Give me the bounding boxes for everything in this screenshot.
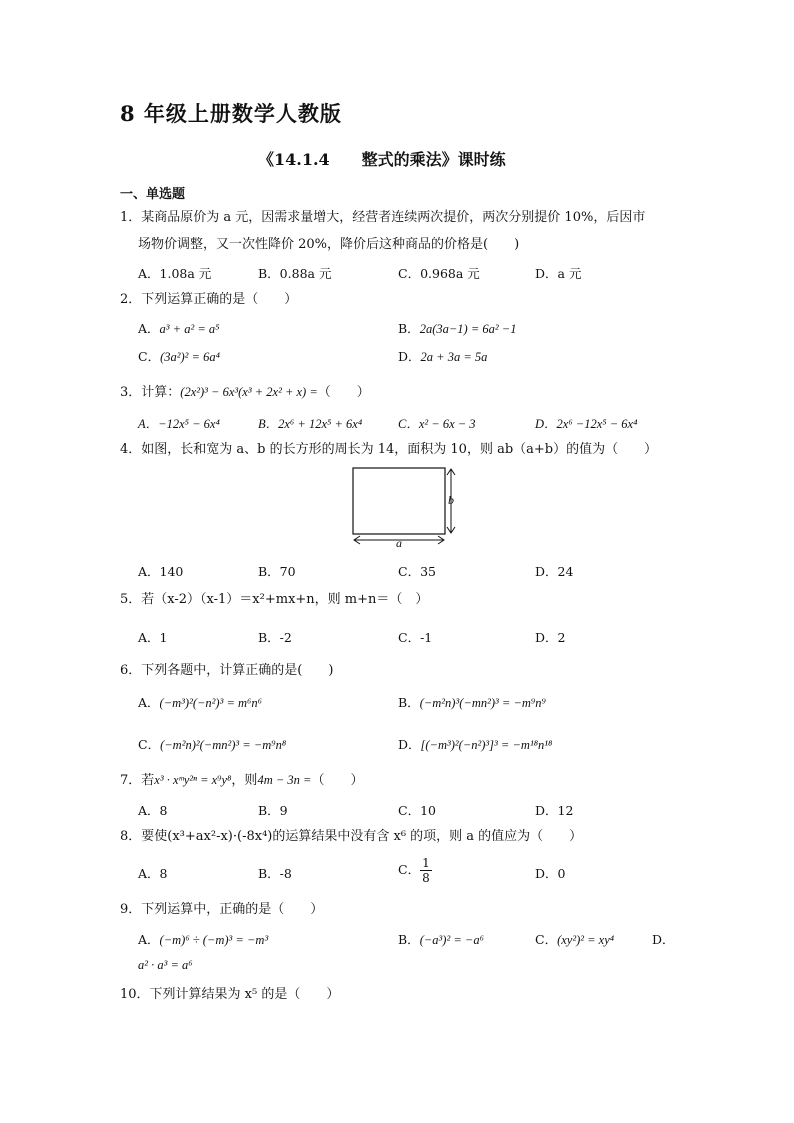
- option-a-expr: (−m)⁶ ÷ (−m)³ = −m³: [159, 933, 269, 947]
- question-7-mid: ，则: [231, 773, 258, 788]
- question-6-option-a: [138, 693, 262, 711]
- page-title: 8 年级上册数学人教版: [120, 101, 342, 126]
- option-b-label: B．: [398, 695, 420, 710]
- question-2-option-d: [398, 347, 487, 365]
- option-b-label: B．: [398, 321, 420, 336]
- question-8-option-c: [398, 856, 432, 885]
- option-d-label: D．: [398, 349, 421, 364]
- option-a-label: A．: [138, 695, 160, 710]
- question-8-option-b: B．-8: [258, 866, 292, 881]
- question-7-stem: [120, 770, 363, 791]
- question-7-expression: x³ · xᵐy²ⁿ = x⁹y⁸: [154, 773, 232, 787]
- option-d-expr: 2a + 3a = 5a: [420, 350, 488, 364]
- question-6-option-c: [138, 735, 286, 753]
- question-3-option-a: A．−12x⁵ − 6x⁴: [138, 417, 220, 431]
- question-3-prefix: 3．计算：: [120, 385, 181, 400]
- question-7-option-b: B．9: [258, 803, 288, 818]
- question-1-stem-line1: 1．某商品原价为 a 元，因需求量增大，经营者连续两次提价，两次分别提价 10%，后因市: [120, 210, 646, 225]
- section-heading: 一、单选题: [120, 187, 186, 202]
- fraction-denominator: 8: [422, 871, 430, 885]
- question-1-stem-line2: 场物价调整，又一次性降价 20%，降价后这种商品的价格是( ): [138, 237, 520, 252]
- question-3-option-c: C．x² − 6x − 3: [398, 417, 476, 431]
- figure-label-b: b: [448, 493, 454, 507]
- question-4-option-c: C．35: [398, 564, 436, 579]
- question-2-option-b: [398, 319, 516, 337]
- question-4-option-a: A．140: [138, 564, 184, 579]
- option-b-label: B．: [398, 932, 420, 947]
- option-b-expr: (−a³)² = −a⁶: [419, 933, 484, 947]
- option-d-label: D．: [398, 737, 421, 752]
- question-4-option-d: D．24: [535, 564, 574, 579]
- option-c-expr: (xy²)² = xy⁴: [557, 933, 615, 947]
- question-9-stem: 9．下列运算中，正确的是（ ）: [120, 902, 324, 917]
- option-c-label: C．: [138, 737, 161, 752]
- option-c-expr: (3a²)² = 6a⁴: [160, 350, 220, 364]
- question-1-option-b: B．0.88a 元: [258, 266, 332, 281]
- option-c-expr: (−m²n)²(−mn²)³ = −m⁹n⁸: [160, 738, 287, 752]
- question-3-expression: (2x²)³ − 6x³(x³ + 2x² + x) =: [180, 385, 318, 399]
- question-8-option-a: A．8: [138, 866, 168, 881]
- question-6-stem: 6．下列各题中，计算正确的是( ): [120, 663, 334, 678]
- question-8-stem: 8．要使(x³+ax²-x)·(-8x⁴)的运算结果中没有含 x⁶ 的项，则 a 的值应为（ ）: [120, 829, 583, 844]
- question-5-option-d: D．2: [535, 630, 566, 645]
- question-6-option-b: [398, 693, 546, 711]
- question-9-option-b: [398, 930, 484, 948]
- option-d-expr: [(−m³)²(−n²)³]³ = −m¹⁸n¹⁸: [420, 738, 553, 752]
- question-7-target: 4m − 3n =: [257, 773, 312, 787]
- question-1-option-a: A．1.08a 元: [138, 266, 212, 281]
- question-1-option-c: C．0.968a 元: [398, 266, 480, 281]
- question-7-option-a: A．8: [138, 803, 168, 818]
- question-3-option-b: B．2x⁶ + 12x⁵ + 6x⁴: [258, 417, 363, 431]
- question-9-option-d: a² · a³ = a⁶: [138, 958, 193, 972]
- question-9-option-a: [138, 930, 268, 948]
- question-5-stem: 5．若（x-2）（x-1）＝x²+mx+n，则 m+n＝（ ）: [120, 592, 429, 607]
- option-b-expr: (−m²n)³(−mn²)³ = −m⁹n⁹: [419, 696, 546, 710]
- figure-label-a: a: [396, 536, 402, 550]
- question-4-stem: 4．如图，长和宽为 a、b 的长方形的周长为 14，面积为 10，则 ab（a+b）的值为（ ）: [120, 442, 658, 457]
- question-3-blank: （ ）: [317, 385, 370, 400]
- rectangle-figure: [345, 462, 465, 552]
- question-7-option-d: D．12: [535, 803, 574, 818]
- fraction-numerator: 1: [422, 856, 430, 870]
- question-2-option-c: [138, 347, 220, 365]
- question-5-option-c: C．-1: [398, 630, 433, 645]
- rectangle-shape: [353, 468, 445, 534]
- option-c-label: C．: [398, 862, 421, 877]
- question-7-blank: （ ）: [311, 773, 364, 788]
- option-a-label: A．: [138, 321, 160, 336]
- question-10-stem: 10．下列计算结果为 x⁵ 的是（ ）: [120, 987, 340, 1002]
- option-c-label: C．: [138, 349, 161, 364]
- question-9-option-d-label: D．: [652, 932, 675, 947]
- question-8-option-d: D．0: [535, 866, 566, 881]
- fraction-one-eighth: [420, 856, 432, 885]
- option-a-expr: (−m³)²(−n²)³ = m⁶n⁶: [159, 696, 262, 710]
- question-3-option-d: D．2x⁶ −12x⁵ − 6x⁴: [535, 417, 638, 431]
- option-c-label: C．: [535, 932, 558, 947]
- question-2-option-a: [138, 319, 220, 337]
- question-2-stem: 2．下列运算正确的是（ ）: [120, 292, 298, 307]
- question-7-option-c: C．10: [398, 803, 436, 818]
- question-9-option-c: [535, 930, 614, 948]
- question-1-option-d: D．a 元: [535, 266, 582, 281]
- option-a-label: A．: [138, 932, 160, 947]
- option-a-expr: a³ + a² = a⁵: [159, 322, 220, 336]
- question-7-prefix: 7．若: [120, 773, 155, 788]
- page-subtitle: 《14.1.4 整式的乘法》课时练: [258, 150, 506, 169]
- question-5-option-a: A．1: [138, 630, 168, 645]
- question-4-option-b: B．70: [258, 564, 296, 579]
- question-6-option-d: [398, 735, 552, 753]
- option-b-expr: 2a(3a−1) = 6a² −1: [419, 322, 517, 336]
- question-3-stem: [120, 382, 370, 403]
- question-5-option-b: B．-2: [258, 630, 292, 645]
